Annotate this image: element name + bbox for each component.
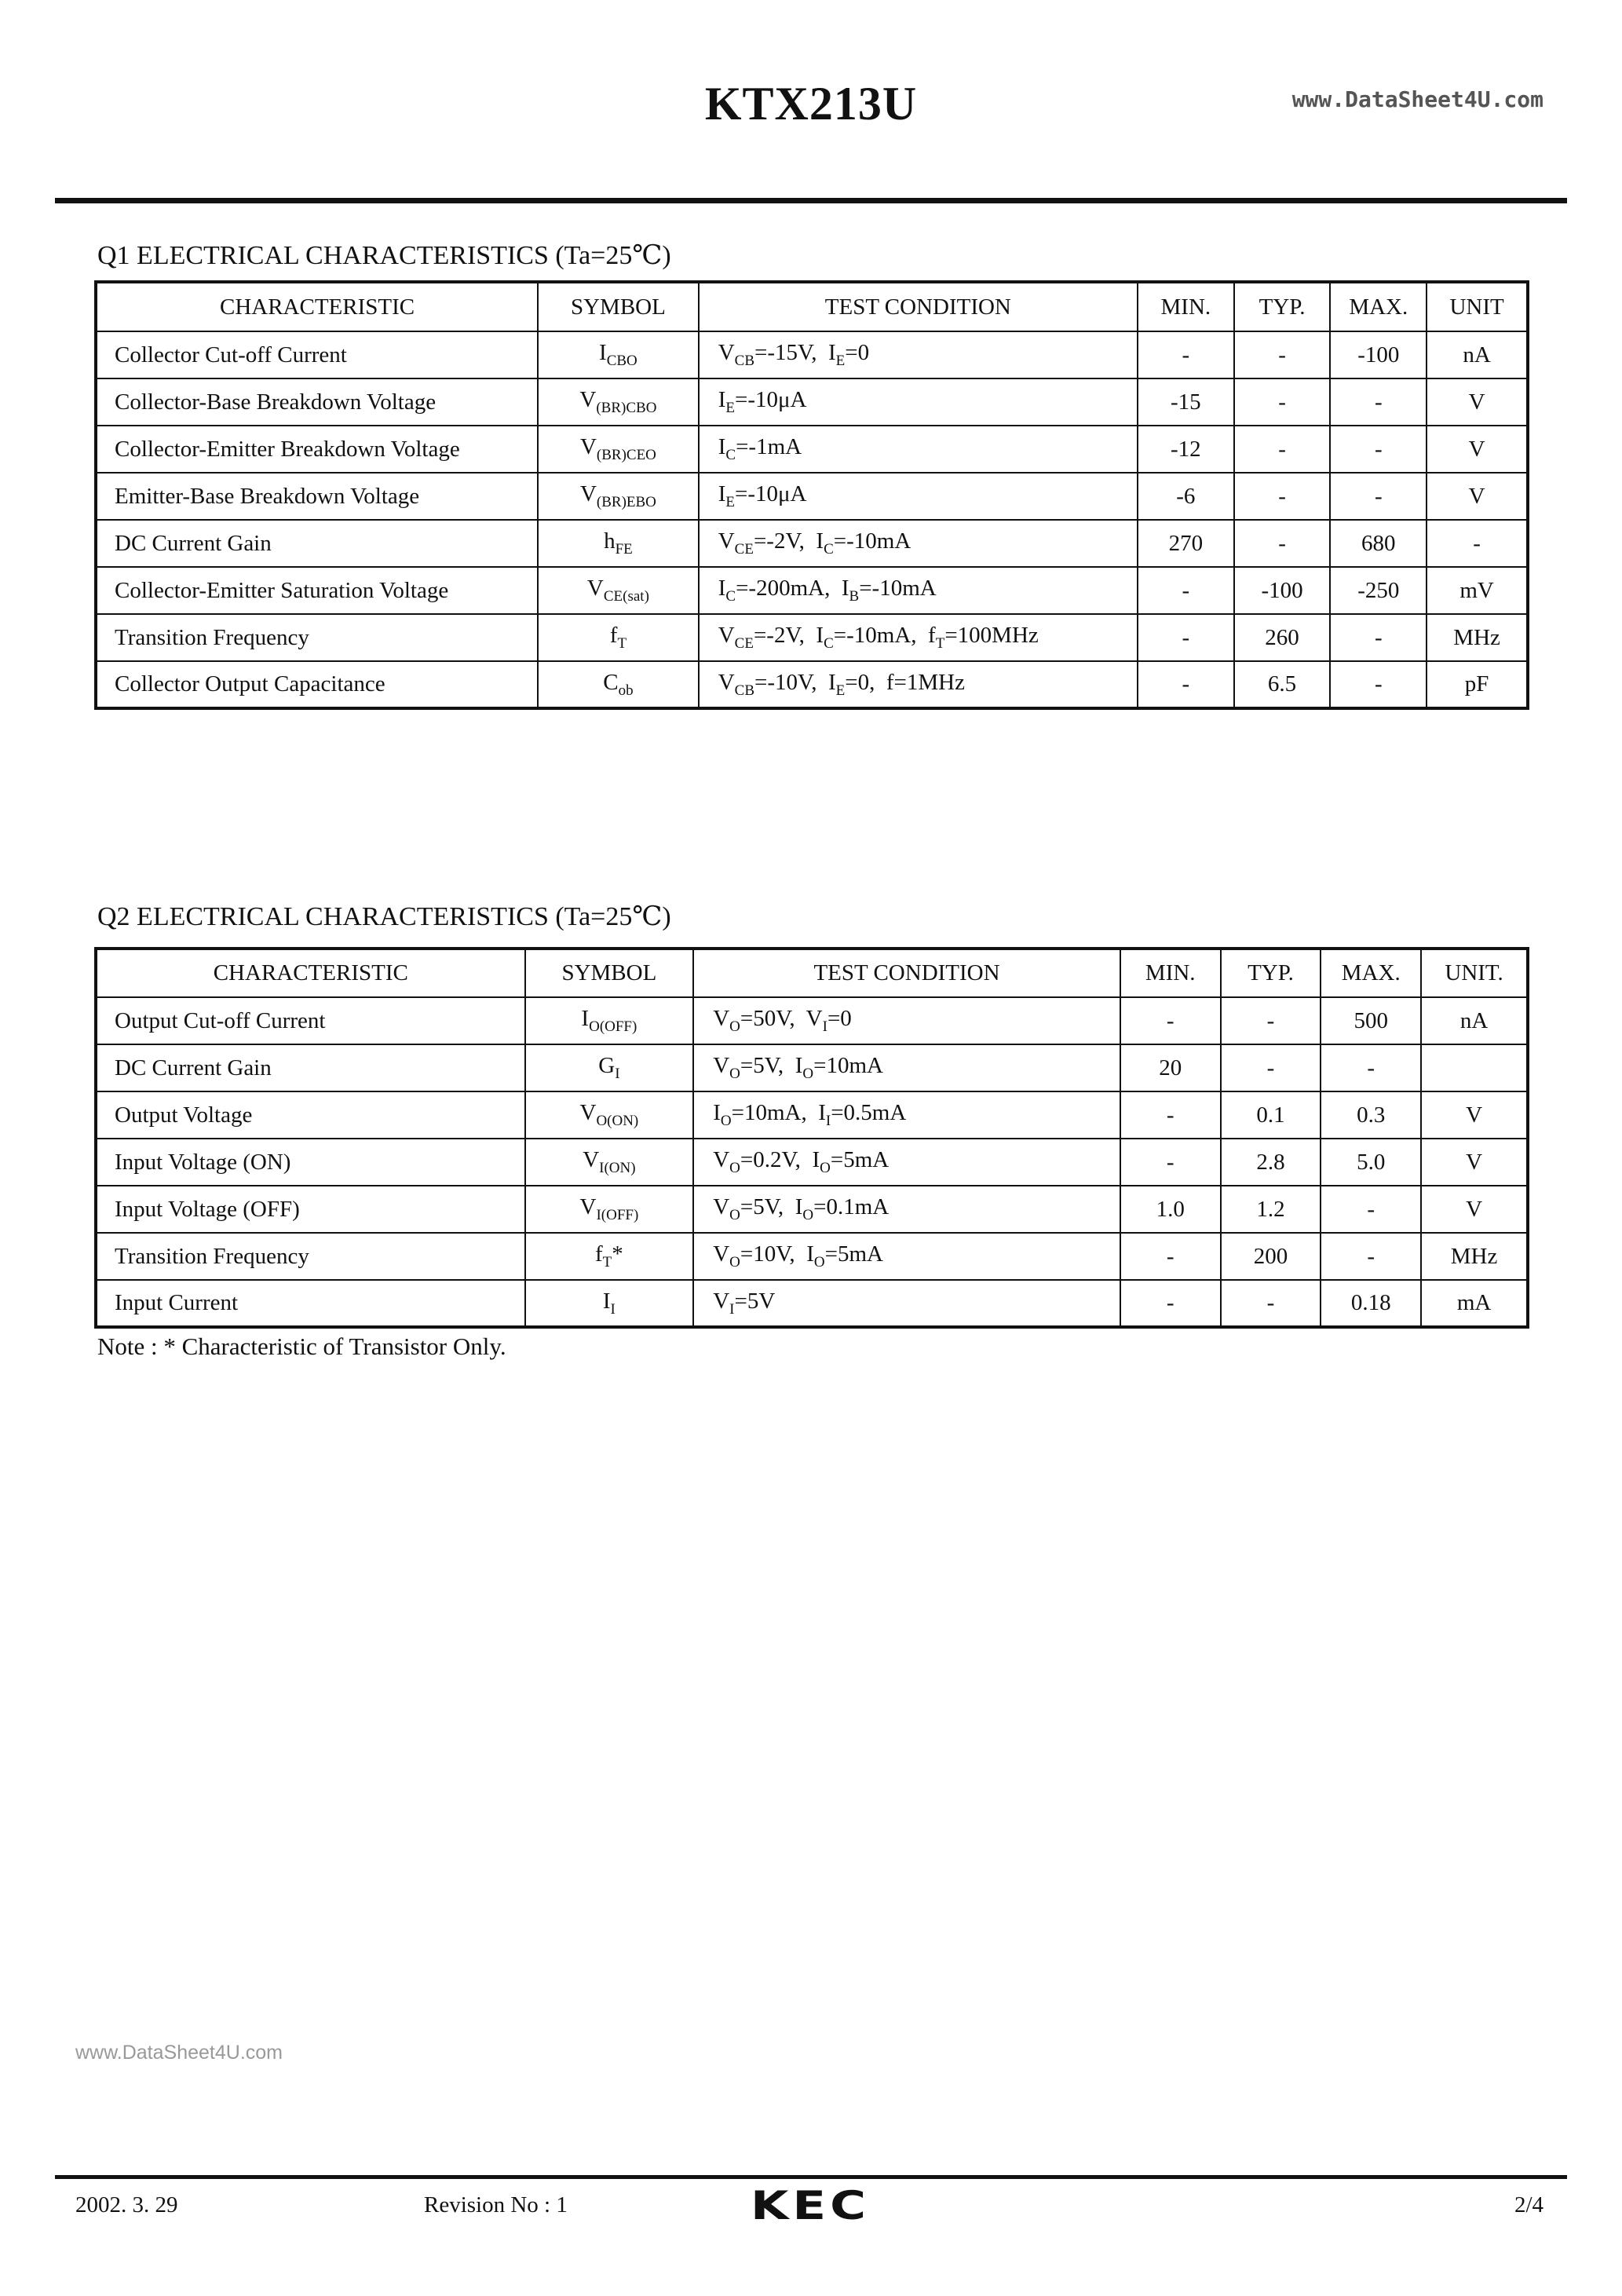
q1-table-body [96,331,1528,708]
condition-subscript: CE [734,540,754,558]
min-cell: -12 [1138,426,1234,473]
page-title: KTX213U [704,78,918,130]
symbol-subscript: (BR)EBO [596,493,656,510]
table-row [96,1139,1528,1186]
condition-subscript: C [824,540,834,558]
condition-value: =-2V, [753,528,816,554]
table-header-row [96,949,1528,997]
condition-value: =5V, [740,1053,795,1079]
col-header-unit: UNIT. [1421,949,1528,997]
condition-value: =100MHz [944,623,1039,649]
condition-subscript: I [729,1300,735,1318]
symbol-subscript: (BR)CBO [596,399,657,416]
symbol-main: I [602,1288,611,1314]
test-condition-cell [699,378,1138,426]
table-row [96,614,1528,661]
characteristic-cell: DC Current Gain [96,1044,525,1091]
min-cell: - [1138,331,1234,378]
condition-variable: V [718,669,735,695]
condition-value: =10mA [813,1053,883,1079]
col-header-symbol: SYMBOL [525,949,694,997]
q2-section-title: Q2 ELECTRICAL CHARACTERISTICS (Ta=25℃) [97,902,671,931]
max-cell: 680 [1330,520,1427,567]
footer-date: 2002. 3. 29 [75,2192,178,2217]
symbol-cell [538,661,699,708]
condition-subscript: O [802,1065,814,1082]
typ-cell: - [1221,1280,1321,1327]
col-header-min: MIN. [1120,949,1221,997]
test-condition-cell [693,1233,1120,1280]
test-condition-cell [699,614,1138,661]
table-header-row [96,282,1528,331]
condition-subscript: CB [734,352,755,369]
col-header-typ: TYP. [1234,282,1331,331]
symbol-main: V [579,1194,597,1220]
min-cell: -6 [1138,473,1234,520]
condition-subscript: T [935,634,945,652]
table-row [96,1186,1528,1233]
footer-rule [55,2175,1567,2179]
table-row [96,1280,1528,1327]
typ-cell: 2.8 [1221,1139,1321,1186]
characteristic-cell: Emitter-Base Breakdown Voltage [96,473,538,520]
symbol-subscript: O(OFF) [589,1018,637,1035]
max-cell: - [1330,473,1427,520]
unit-cell: MHz [1427,614,1528,661]
min-cell: 270 [1138,520,1234,567]
col-header-min: MIN. [1138,282,1234,331]
symbol-cell [525,1280,694,1327]
condition-subscript: O [720,1112,732,1129]
characteristic-cell: DC Current Gain [96,520,538,567]
unit-cell [1421,1044,1528,1091]
condition-variable: I [795,1053,803,1079]
condition-value: =0 [827,1006,852,1032]
condition-value: =0.2V, [740,1147,813,1173]
typ-cell: 1.2 [1221,1186,1321,1233]
condition-variable: I [713,1100,721,1126]
max-cell: - [1330,378,1427,426]
characteristic-cell: Transition Frequency [96,1233,525,1280]
condition-variable: V [718,623,735,649]
characteristic-cell: Collector Cut-off Current [96,331,538,378]
symbol-main: I [581,1006,590,1032]
condition-subscript: C [824,634,834,652]
unit-cell: mV [1427,567,1528,614]
condition-variable: V [718,340,735,366]
condition-value: =-15V, [754,340,828,366]
unit-cell: nA [1427,331,1528,378]
symbol-main: I [599,340,607,366]
col-header-symbol: SYMBOL [538,282,699,331]
table-row [96,520,1528,567]
typ-cell: - [1234,473,1331,520]
symbol-note-mark: * [612,1241,623,1267]
symbol-main: V [579,1100,597,1126]
symbol-cell [525,1186,694,1233]
condition-variable: V [713,1006,730,1032]
min-cell: - [1120,997,1221,1044]
symbol-cell [525,1139,694,1186]
condition-value: =0 [845,340,870,366]
col-header-typ: TYP. [1221,949,1321,997]
min-cell: - [1138,614,1234,661]
table-row [96,331,1528,378]
typ-cell: - [1221,1044,1321,1091]
condition-variable: I [816,528,824,554]
condition-subscript: O [802,1206,814,1223]
condition-variable: I [818,1100,826,1126]
footer-website[interactable]: www.DataSheet4U.com [75,2042,283,2064]
symbol-subscript: (BR)CEO [596,446,656,463]
symbol-main: C [603,669,619,695]
condition-subscript: C [725,446,736,463]
typ-cell: 260 [1234,614,1331,661]
characteristic-cell: Transition Frequency [96,614,538,661]
condition-value: =50V, [740,1006,806,1032]
condition-value: =0.5mA [831,1100,907,1126]
condition-value: =-10V, [754,669,828,695]
table-row [96,426,1528,473]
characteristic-cell: Input Voltage (OFF) [96,1186,525,1233]
symbol-cell [538,614,699,661]
symbol-main: G [598,1053,616,1079]
col-header-max: MAX. [1321,949,1421,997]
symbol-cell [525,1044,694,1091]
max-cell: - [1321,1233,1421,1280]
footer-page-number: 2/4 [1514,2192,1543,2217]
symbol-cell [525,1233,694,1280]
symbol-subscript: T [617,634,627,652]
test-condition-cell [693,1091,1120,1139]
min-cell: - [1120,1233,1221,1280]
unit-cell: mA [1421,1280,1528,1327]
symbol-cell [538,473,699,520]
condition-variable: I [827,340,836,366]
table-row [96,473,1528,520]
max-cell: -100 [1330,331,1427,378]
typ-cell: - [1221,997,1321,1044]
symbol-main: V [583,1147,600,1173]
characteristic-cell: Collector-Base Breakdown Voltage [96,378,538,426]
test-condition-cell [699,473,1138,520]
condition-subscript: E [835,682,846,699]
condition-variable: I [827,669,836,695]
footer-revision: Revision No : 1 [424,2192,568,2217]
symbol-main: V [579,481,597,507]
symbol-cell [538,567,699,614]
condition-value: =-10μA [734,481,807,507]
q1-characteristics-table [94,280,1529,710]
typ-cell: - [1234,378,1331,426]
table-row [96,661,1528,708]
symbol-subscript: FE [615,540,633,558]
col-header-test-condition: TEST CONDITION [699,282,1138,331]
symbol-cell [538,331,699,378]
min-cell: - [1120,1091,1221,1139]
symbol-subscript: CBO [606,352,637,369]
symbol-cell [538,520,699,567]
condition-value: =-10mA, [833,623,929,649]
condition-variable: V [713,1147,730,1173]
condition-variable: V [713,1053,730,1079]
condition-value: =-10mA [859,576,937,601]
col-header-characteristic: CHARACTERISTIC [96,282,538,331]
symbol-main: V [579,434,597,460]
col-header-max: MAX. [1330,282,1427,331]
condition-subscript: O [813,1253,825,1270]
table-row [96,1044,1528,1091]
test-condition-cell [693,1280,1120,1327]
condition-value: =10mA, [731,1100,819,1126]
min-cell: - [1138,661,1234,708]
condition-value: =0.1mA [813,1194,890,1220]
symbol-cell [538,378,699,426]
condition-variable: V [713,1288,730,1314]
characteristic-cell: Input Current [96,1280,525,1327]
max-cell: -250 [1330,567,1427,614]
symbol-cell [538,426,699,473]
condition-variable: I [718,434,726,460]
min-cell: 20 [1120,1044,1221,1091]
condition-value: =10V, [740,1241,807,1267]
table-row [96,997,1528,1044]
footnote: Note : * Characteristic of Transistor Only. [97,1333,506,1360]
min-cell: - [1120,1280,1221,1327]
unit-cell: pF [1427,661,1528,708]
typ-cell: 0.1 [1221,1091,1321,1139]
condition-variable: V [718,528,735,554]
condition-value: =-200mA, [736,576,842,601]
symbol-subscript: ob [618,682,634,699]
typ-cell: - [1234,331,1331,378]
header-website[interactable]: www.DataSheet4U.com [1291,86,1543,112]
min-cell: - [1120,1139,1221,1186]
unit-cell: V [1427,426,1528,473]
condition-subscript: O [729,1253,740,1270]
test-condition-cell [693,997,1120,1044]
unit-cell: V [1421,1139,1528,1186]
condition-value: =0, f=1MHz [845,669,965,695]
max-cell: 0.3 [1321,1091,1421,1139]
table-row [96,1091,1528,1139]
max-cell: 0.18 [1321,1280,1421,1327]
max-cell: - [1330,426,1427,473]
condition-value: =5mA [830,1147,890,1173]
unit-cell: V [1421,1186,1528,1233]
condition-subscript: E [725,399,735,416]
min-cell: - [1138,567,1234,614]
test-condition-cell [699,661,1138,708]
symbol-main: f [609,623,618,649]
condition-subscript: CE [734,634,754,652]
symbol-subscript: I [610,1300,616,1318]
typ-cell: - [1234,520,1331,567]
col-header-characteristic: CHARACTERISTIC [96,949,525,997]
condition-subscript: O [729,1018,740,1035]
condition-variable: V [713,1194,730,1220]
table-row [96,567,1528,614]
symbol-subscript: I [615,1065,620,1082]
typ-cell: 6.5 [1234,661,1331,708]
max-cell: - [1330,614,1427,661]
condition-value: =-2V, [753,623,816,649]
test-condition-cell [699,567,1138,614]
condition-value: =5V, [740,1194,795,1220]
test-condition-cell [693,1139,1120,1186]
condition-subscript: O [820,1159,831,1176]
max-cell: - [1330,661,1427,708]
table-row [96,378,1528,426]
kec-logo: KEC [751,2183,871,2228]
q2-table-body [96,997,1528,1327]
condition-variable: I [718,576,726,601]
q1-section-title: Q1 ELECTRICAL CHARACTERISTICS (Ta=25℃) [97,241,671,270]
condition-variable: I [795,1194,803,1220]
condition-subscript: B [849,587,860,605]
condition-variable: I [806,1241,814,1267]
max-cell: - [1321,1186,1421,1233]
symbol-subscript: I(ON) [599,1159,636,1176]
unit-cell: - [1427,520,1528,567]
condition-variable: I [718,481,726,507]
test-condition-cell [699,520,1138,567]
header-rule [55,198,1567,203]
condition-subscript: O [729,1159,740,1176]
condition-value: =-10mA [833,528,911,554]
condition-subscript: O [729,1065,740,1082]
condition-variable: I [812,1147,820,1173]
symbol-subscript: O(ON) [596,1112,639,1129]
unit-cell: V [1427,473,1528,520]
condition-value: =5mA [824,1241,883,1267]
symbol-cell [525,997,694,1044]
unit-cell: nA [1421,997,1528,1044]
test-condition-cell [693,1044,1120,1091]
table-row [96,1233,1528,1280]
symbol-main: V [579,387,597,413]
condition-value: =5V [734,1288,776,1314]
characteristic-cell: Output Cut-off Current [96,997,525,1044]
col-header-unit: UNIT [1427,282,1528,331]
symbol-cell [525,1091,694,1139]
characteristic-cell: Collector-Emitter Saturation Voltage [96,567,538,614]
typ-cell: - [1234,426,1331,473]
condition-subscript: E [725,493,735,510]
unit-cell: MHz [1421,1233,1528,1280]
min-cell: -15 [1138,378,1234,426]
max-cell: 5.0 [1321,1139,1421,1186]
q2-characteristics-table [94,947,1529,1329]
unit-cell: V [1421,1091,1528,1139]
condition-subscript: C [725,587,736,605]
characteristic-cell: Output Voltage [96,1091,525,1139]
test-condition-cell [699,331,1138,378]
condition-subscript: O [729,1206,740,1223]
min-cell: 1.0 [1120,1186,1221,1233]
condition-subscript: CB [734,682,755,699]
condition-variable: I [816,623,824,649]
typ-cell: 200 [1221,1233,1321,1280]
symbol-subscript: T [602,1253,612,1270]
max-cell: 500 [1321,997,1421,1044]
test-condition-cell [693,1186,1120,1233]
col-header-test-condition: TEST CONDITION [693,949,1120,997]
symbol-main: V [586,576,604,601]
symbol-main: h [604,528,616,554]
symbol-main: f [594,1241,603,1267]
condition-value: =-10μA [734,387,807,413]
symbol-subscript: I(OFF) [596,1206,639,1223]
max-cell: - [1321,1044,1421,1091]
unit-cell: V [1427,378,1528,426]
symbol-subscript: CE(sat) [603,587,649,605]
condition-variable: f [928,623,936,649]
condition-value: =-1mA [736,434,802,460]
condition-subscript: I [825,1112,831,1129]
characteristic-cell: Collector-Emitter Breakdown Voltage [96,426,538,473]
condition-variable: V [713,1241,730,1267]
condition-subscript: I [822,1018,827,1035]
condition-subscript: E [835,352,846,369]
condition-variable: I [841,576,849,601]
characteristic-cell: Input Voltage (ON) [96,1139,525,1186]
typ-cell: -100 [1234,567,1331,614]
condition-variable: V [806,1006,823,1032]
condition-variable: I [718,387,726,413]
characteristic-cell: Collector Output Capacitance [96,661,538,708]
test-condition-cell [699,426,1138,473]
